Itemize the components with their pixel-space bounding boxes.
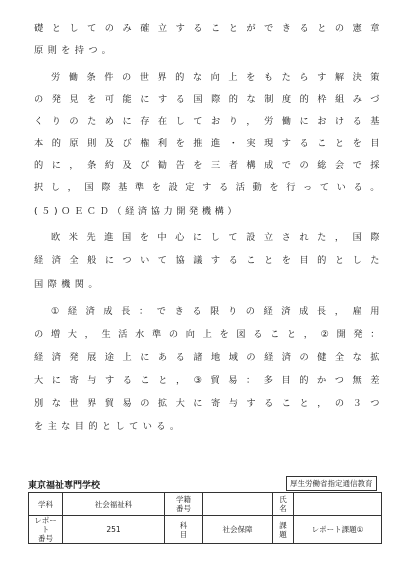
body-line: 択し，国際基準を設定する活動を行っている。	[34, 182, 380, 193]
student-id-value	[203, 493, 273, 516]
body-line: 大に寄与すること，③貿易：多目的かつ無差	[34, 375, 380, 386]
topic-value: レポート課題①	[294, 516, 382, 544]
student-id-label: 学籍 番号	[165, 493, 203, 516]
topic-label: 課 題	[273, 516, 294, 544]
course-value: 社会保障	[203, 516, 273, 544]
school-name: 東京福祉専門学校	[28, 481, 101, 491]
body-line: 的に，条約及び勧告を三者構成での総会で採	[34, 160, 380, 171]
dept-value: 社会福祉科	[63, 493, 165, 516]
body-line: 礎としてのみ確立することができるとの憲章	[34, 23, 380, 34]
body-line: ①経済成長：できる限りの経済成長，雇用	[51, 306, 380, 317]
body-line: の発見を可能にする国際的な制度的枠組みづ	[34, 94, 380, 105]
dept-label: 学科	[29, 493, 63, 516]
body-line: 別な世界貿易の拡大に寄与すること，の３つ	[34, 398, 380, 409]
body-line: 経済全般について協議することを目的とした	[34, 255, 380, 266]
report-info-table	[28, 492, 382, 544]
report-no-value: 251	[63, 516, 165, 544]
body-line: の増大，生活水準の向上を図ること，②開発：	[34, 329, 380, 340]
name-value	[294, 493, 382, 516]
course-stamp: 厚生労働省指定通信教育	[286, 476, 377, 491]
course-label: 科 目	[165, 516, 203, 544]
report-no-label: レポート 番号	[29, 516, 63, 544]
body-line: 本的原則及び権利を推進・実現することを目	[34, 138, 380, 149]
body-line: 国際機関。	[34, 279, 102, 290]
section-heading: (５)ＯＥＣＤ（経済協力開発機構）	[34, 206, 241, 217]
body-line: 経済発展途上にある諸地域の経済の健全な拡	[34, 352, 380, 363]
body-line: くりのために存在しており，労働における基	[34, 116, 380, 127]
body-line: 原則を持つ。	[34, 45, 116, 56]
body-line: 欧米先進国を中心にして設立された，国際	[51, 232, 380, 243]
body-line: 労働条件の世界的な向上をもたらす解決策	[51, 72, 380, 83]
name-label: 氏 名	[273, 493, 294, 516]
body-line: を主な目的としている。	[34, 421, 184, 432]
